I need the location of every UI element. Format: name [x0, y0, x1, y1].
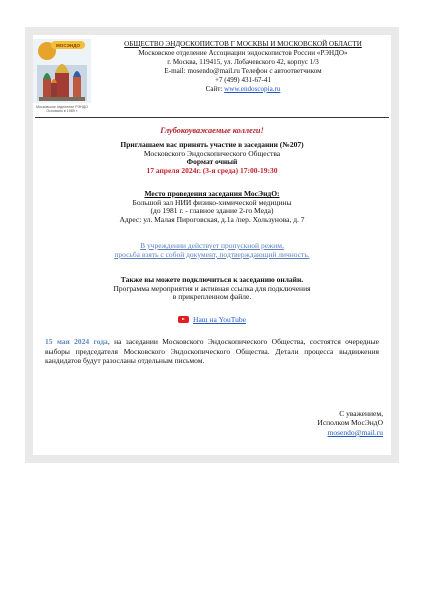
online-line1: Также вы можете подключиться к заседанию онлайн.	[120, 275, 304, 284]
site-label: Сайт:	[205, 85, 225, 93]
header-divider	[35, 117, 389, 118]
invite-line1: Приглашаем вас принять участие в заседании (№207)	[120, 140, 304, 149]
letterhead	[95, 40, 391, 94]
meeting-format: Формат очный	[186, 157, 238, 167]
signature-who: Исполком МосЭндО	[317, 418, 383, 428]
org-name: ОБЩЕСТВО ЭНДОСКОПИСТОВ Г МОСКВЫ И МОСКОВСКОЙ ОБЛАСТИ	[124, 40, 362, 48]
org-phone: +7 (499) 431-67-41	[214, 76, 271, 84]
elections-announcement	[45, 337, 379, 366]
logo-caption-line1: Московское отделение РЭНДО	[35, 105, 89, 109]
org-address: г. Москва, 119415, ул. Лобачевского 42, корпус 1/3	[167, 58, 319, 66]
online-block	[33, 276, 391, 302]
greeting: Глубокоуважаемые коллеги!	[160, 126, 264, 135]
site-link[interactable]: www.endoscopia.ru	[224, 85, 281, 93]
society-logo	[33, 39, 91, 125]
signature-email-link[interactable]: mosendo@mail.ru	[327, 427, 383, 437]
venue-heading: Место проведения заседания МосЭндО:	[144, 189, 280, 198]
pass-notice	[33, 242, 391, 259]
org-subtitle: Московское отделение Ассоциации эндоскопистов России «РЭНДО»	[138, 49, 348, 57]
online-line3: в прикрепленном файле.	[172, 292, 252, 302]
logo-caption	[33, 105, 91, 113]
online-line2: Программа мероприятия и активная ссылка для подключения	[113, 283, 311, 293]
youtube-link-row	[33, 315, 391, 324]
logo-badge-text: МОСЭНДО	[55, 43, 81, 48]
pass-notice-line1: В учреждении действует пропускной режим,	[140, 241, 284, 250]
org-email-phone: E-mail: mosendo@mail.ru Телефон с автоответчиком	[164, 67, 322, 75]
venue-address: Адрес: ул. Малая Пироговская, д.1а /пер. Хользунова, д. 7	[119, 214, 305, 224]
org-site	[95, 85, 391, 94]
announcement-text: , на заседании Московского Эндоскопического Общества, состоятся очередные выборы председателя Московского Эндоскопического Общества. Детали процесса выдвижения кандидатов будут разосланы отдельным письмом.	[45, 337, 379, 366]
venue-hall: Большой зал НИИ физико-химической медицины	[132, 197, 292, 207]
venue-hall-note: (до 1981 г. - главное здание 2-го Меда)	[150, 206, 274, 216]
youtube-link[interactable]: Наш на YouTube	[193, 315, 246, 324]
signature-block	[317, 409, 383, 437]
youtube-icon[interactable]	[178, 316, 189, 323]
venue-block	[33, 190, 391, 224]
invite-line2: Московского Эндоскопического Общества	[143, 148, 281, 158]
meeting-datetime: 17 апреля 2024г. (3-я среда) 17:00-19:30	[146, 165, 278, 175]
invitation-block	[33, 141, 391, 175]
cathedral-logo-icon	[33, 39, 91, 103]
logo-caption-line2: Основано в 1989 г.	[46, 109, 78, 114]
letter-sheet	[33, 35, 391, 455]
signature-regards: С уважением,	[339, 409, 383, 418]
pass-notice-line2: просьба взять с собой документ, подтверждающий личность.	[114, 249, 310, 259]
announcement-date: 15 мая 2024 года	[45, 337, 108, 346]
